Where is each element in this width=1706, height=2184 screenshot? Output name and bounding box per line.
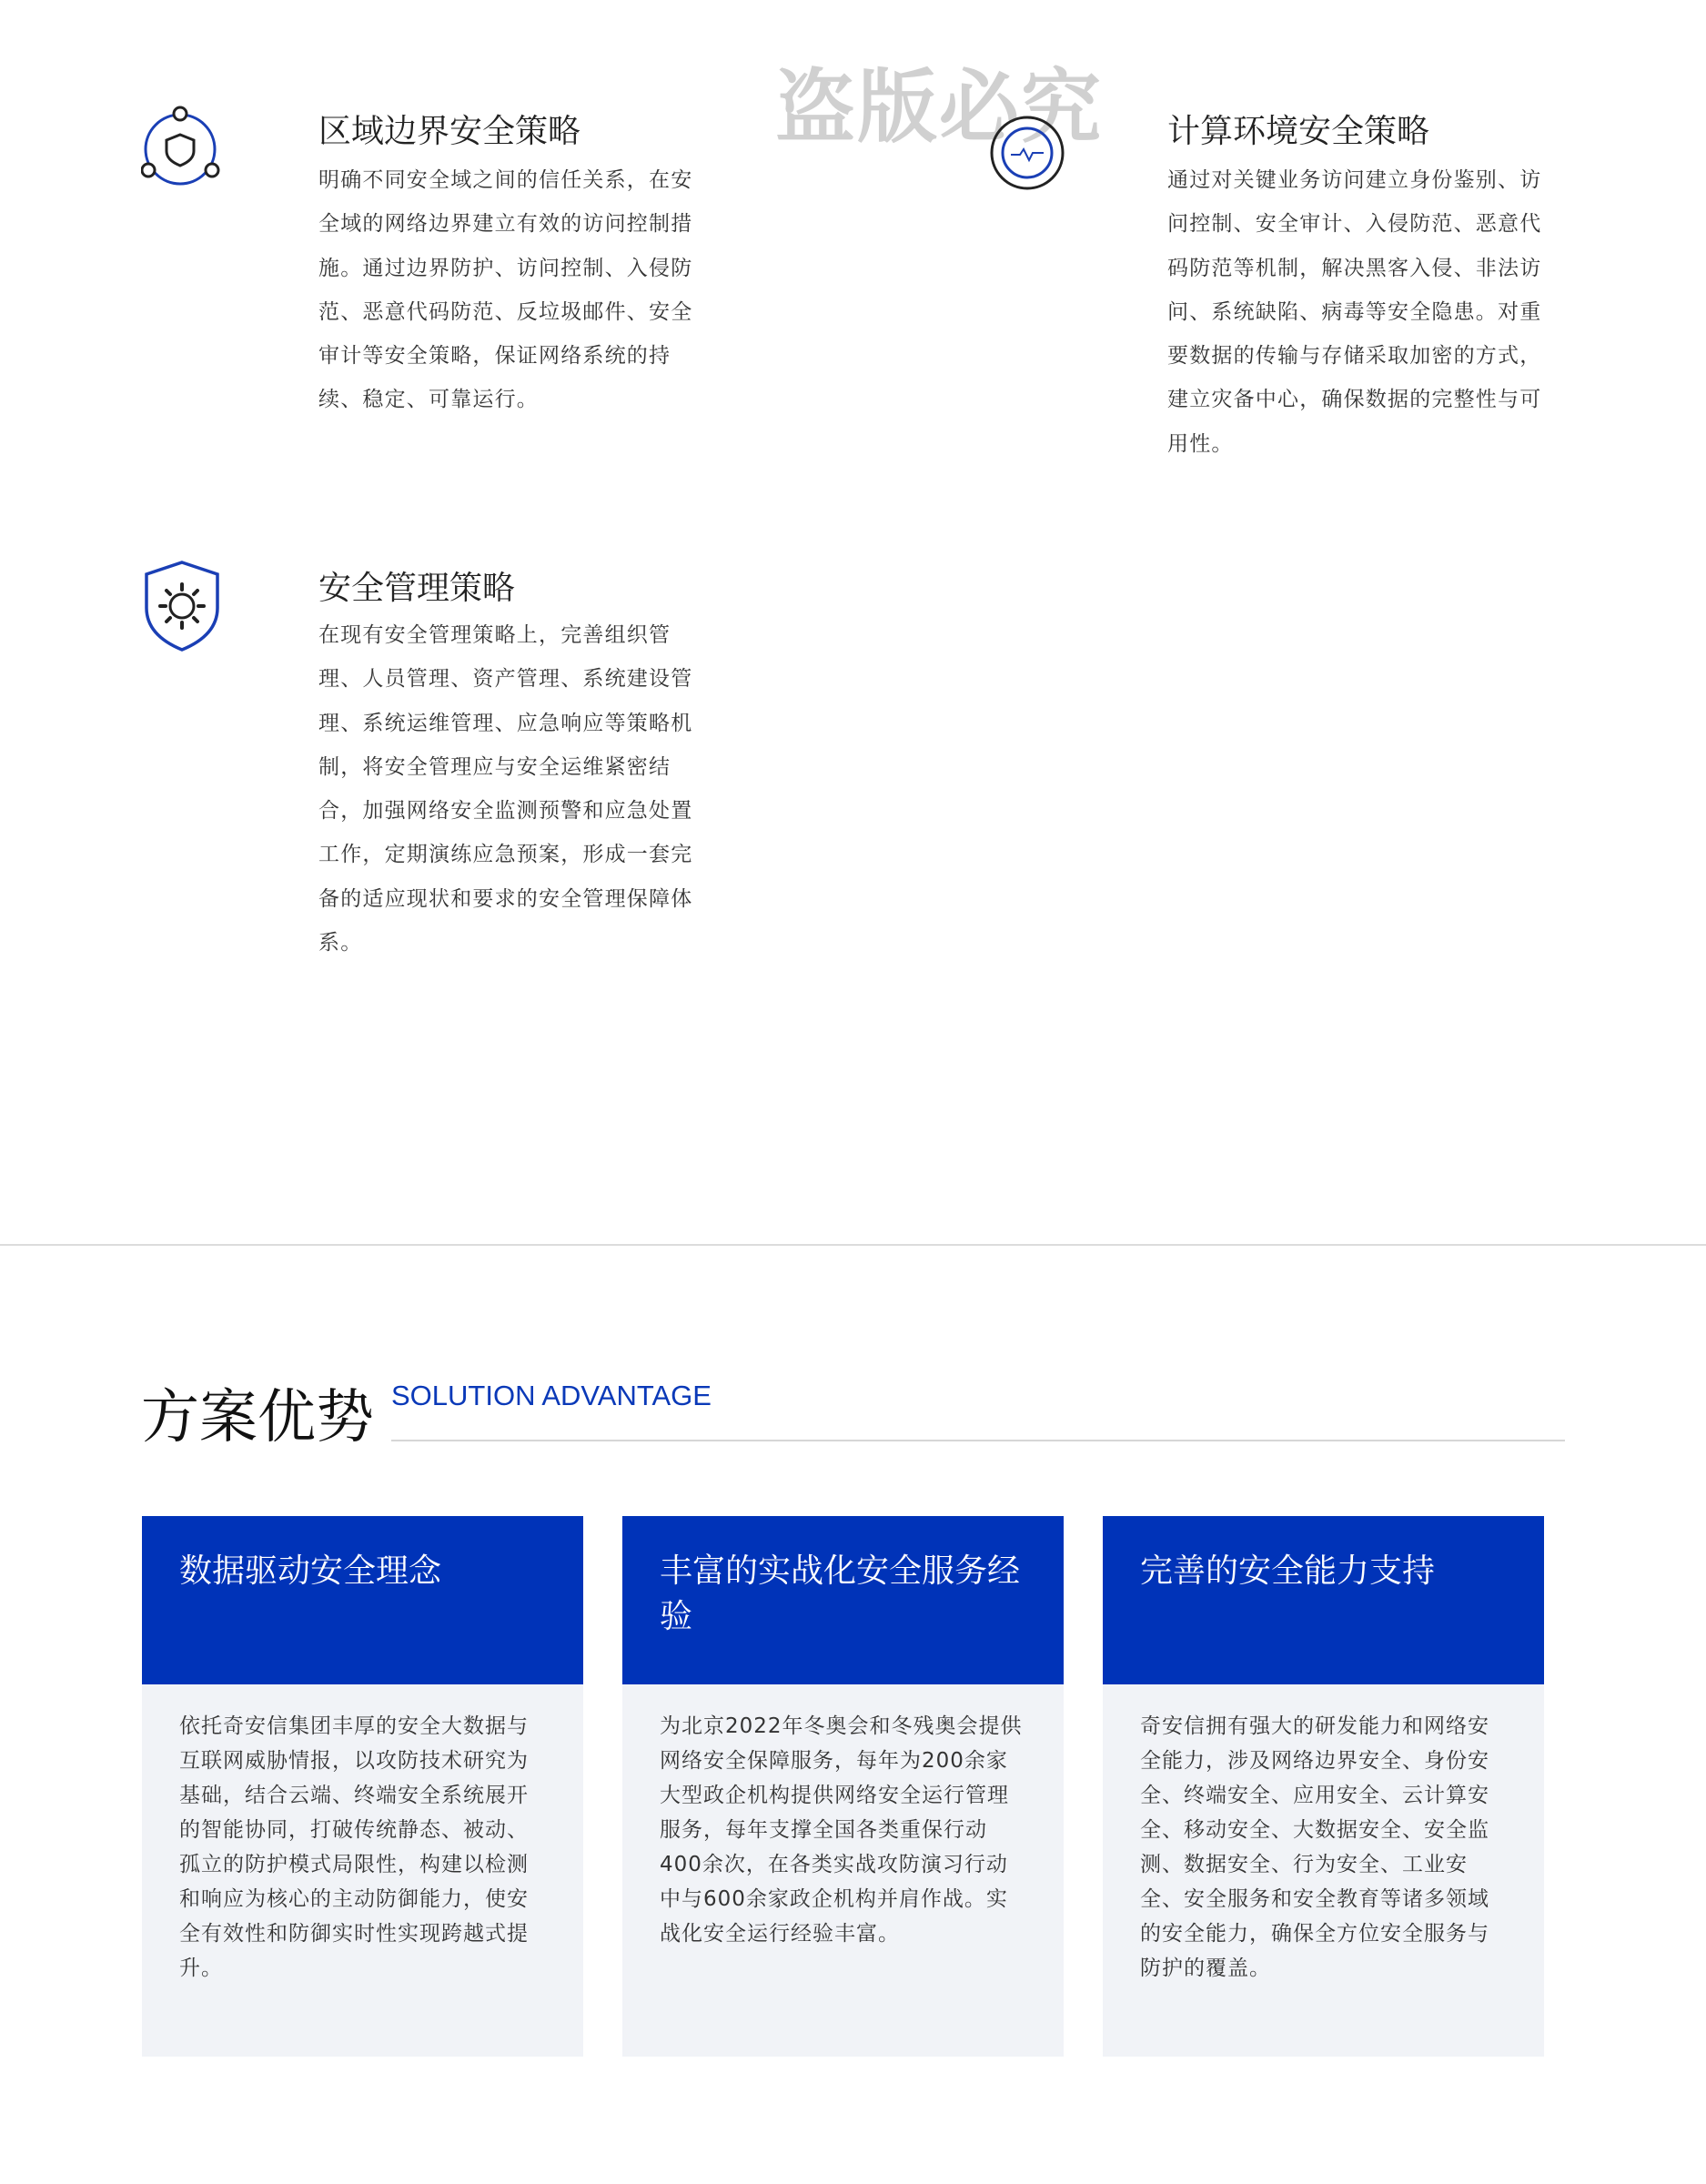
section-title: 方案优势 <box>141 1384 374 1451</box>
advantage-card-title: 数据驱动安全理念 <box>179 1552 442 1590</box>
network-shield-icon <box>141 102 223 192</box>
section-divider <box>0 1244 1706 1246</box>
advantage-card <box>1103 1516 1544 2057</box>
strategy-title: 区域边界安全策略 <box>318 113 581 150</box>
strategy-desc: 明确不同安全域之间的信任关系，在安全域的网络边界建立有效的访问控制措施。通过边界防护、访问控制、入侵防范、恶意代码防范、反垃圾邮件、安全审计等安全策略，保证网络系统的持续、稳定、可靠运行。 <box>318 168 693 412</box>
advantage-card <box>142 1516 583 2057</box>
monitor-pulse-icon <box>989 115 1071 200</box>
advantage-card-body: 为北京2022年冬奥会和冬残奥会提供网络安全保障服务，每年为200余家大型政企机构提供网络安全运行管理服务，每年支撑全国各类重保行动400余次，在各类实战攻防演习行动中与600余家政企机构并肩作战。实战化安全运行经验丰富。 <box>660 1714 1023 1946</box>
shield-gear-icon <box>141 559 223 657</box>
advantage-card-body: 依托奇安信集团丰厚的安全大数据与互联网威胁情报，以攻防技术研究为基础，结合云端、终端安全系统展开的智能协同，打破传统静态、被动、孤立的防护模式局限性，构建以检测和响应为核心的主动防御能力，使安全有效性和防御实时性实现跨越式提升。 <box>179 1714 529 1980</box>
strategy-desc: 在现有安全管理策略上，完善组织管理、人员管理、资产管理、系统建设管理、系统运维管理、应急响应等策略机制，将安全管理应与安全运维紧密结合，加强网络安全监测预警和应急处置工作，定期演练应急预案，形成一套完备的适应现状和要求的安全管理保障体系。 <box>318 623 693 956</box>
watermark: 盗版必究 <box>775 60 1104 154</box>
advantage-card-header <box>622 1516 1064 1684</box>
section-subtitle: SOLUTION ADVANTAGE <box>391 1380 712 1411</box>
advantage-card-header <box>142 1516 583 1684</box>
advantage-card <box>622 1516 1064 2057</box>
strategy-title: 安全管理策略 <box>318 570 516 607</box>
strategy-desc: 通过对关键业务访问建立身份鉴别、访问控制、安全审计、入侵防范、恶意代码防范等机制，解决黑客入侵、非法访问、系统缺陷、病毒等安全隐患。对重要数据的传输与存储采取加密的方式，建立灾备中心，确保数据的完整性与可用性。 <box>1167 168 1542 456</box>
advantage-card-body: 奇安信拥有强大的研发能力和网络安全能力，涉及网络边界安全、身份安全、终端安全、应用安全、云计算安全、移动安全、大数据安全、安全监测、数据安全、行为安全、工业安全、安全服务和安全教育等诸多领域的安全能力，确保全方位安全服务与防护的覆盖。 <box>1140 1714 1489 1980</box>
strategy-title: 计算环境安全策略 <box>1167 113 1430 150</box>
advantage-card-header <box>1103 1516 1544 1684</box>
section-title-underline <box>391 1440 1565 1441</box>
advantage-card-title: 丰富的实战化安全服务经验 <box>660 1552 1021 1635</box>
advantage-card-title: 完善的安全能力支持 <box>1140 1552 1436 1590</box>
